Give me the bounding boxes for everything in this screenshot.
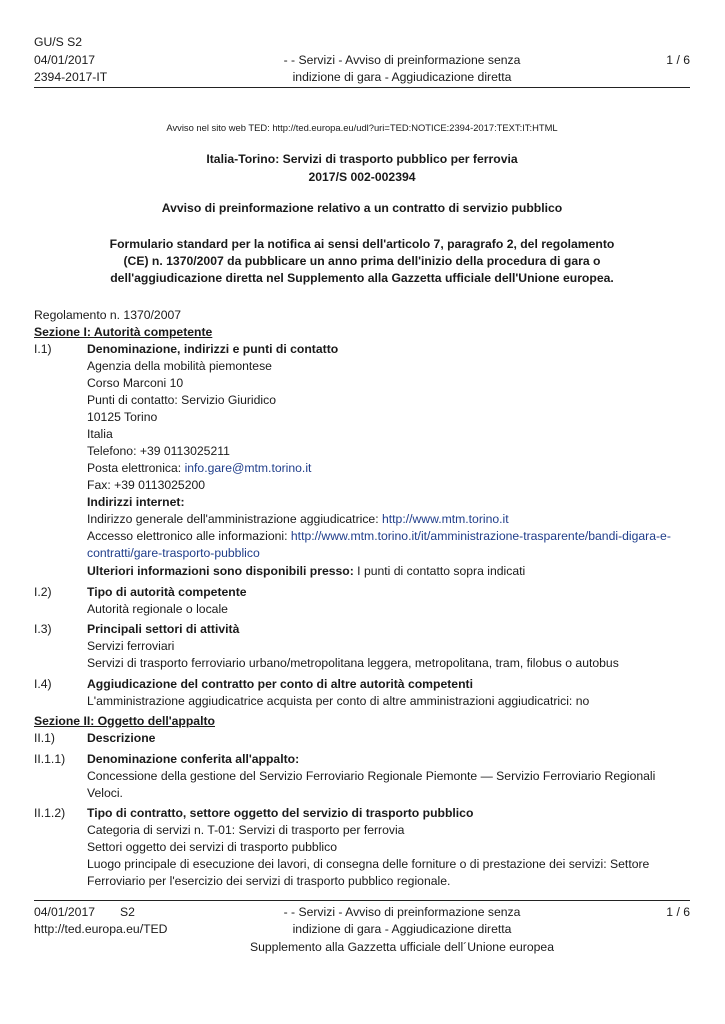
notice-reference: 2017/S 002-002394 xyxy=(308,170,416,184)
item-title-i4: Aggiudicazione del contratto per conto di altre autorità competenti xyxy=(87,677,473,691)
service-sectors: Settori oggetto dei servizi di trasporto pubblico xyxy=(87,840,337,854)
authority-name: Agenzia della mobilità piemontese xyxy=(87,359,272,373)
form-description-line-2: (CE) n. 1370/2007 da pubblicare un anno prima dell'inizio della procedura di gara o xyxy=(123,254,601,268)
place-of-performance-line-2: Ferroviario per l'esercizio dei servizi di trasporto pubblico regionale. xyxy=(87,874,451,888)
notice-subtitle: Avviso di preinformazione relativo a un contratto di servizio pubblico xyxy=(161,201,563,215)
footer-divider xyxy=(34,900,690,901)
header-notice-number: 2394-2017-IT xyxy=(34,70,108,84)
authority-city: 10125 Torino xyxy=(87,410,158,424)
electronic-access-link[interactable]: http://www.mtm.torino.it/it/amministrazione-trasparente/bandi-digara-e- xyxy=(290,529,671,543)
general-address-link[interactable]: http://www.mtm.torino.it xyxy=(381,512,509,526)
contract-name-line-1: Concessione della gestione del Servizio Ferroviario Regionale Piemonte — Servizio Ferroviario Regionali xyxy=(87,769,656,783)
section-2-heading: Sezione II: Oggetto dell'appalto xyxy=(34,714,215,728)
footer-supplement: Supplemento alla Gazzetta ufficiale dell´Unione europea xyxy=(250,940,554,954)
header-title-line-1: - - Servizi - Avviso di preinformazione senza xyxy=(283,53,521,67)
form-description-line-3: dell'aggiudicazione diretta nel Supplemento alla Gazzetta ufficiale dell'Unione europea. xyxy=(110,271,614,285)
authority-country: Italia xyxy=(87,427,113,441)
regulation-reference: Regolamento n. 1370/2007 xyxy=(34,308,182,322)
item-title-i2: Tipo di autorità competente xyxy=(87,585,247,599)
more-info-label: Ulteriori informazioni sono disponibili presso: xyxy=(87,564,354,578)
service-category: Categoria di servizi n. T-01: Servizi di trasporto per ferrovia xyxy=(87,823,405,837)
authority-contact-point: Punti di contatto: Servizio Giuridico xyxy=(87,393,276,407)
header-divider xyxy=(34,87,690,88)
contract-name-line-2: Veloci. xyxy=(87,786,123,800)
item-title-i3: Principali settori di attività xyxy=(87,622,240,636)
footer-site-url: http://ted.europa.eu/TED xyxy=(34,922,168,936)
authority-phone: Telefono: +39 0113025211 xyxy=(87,444,230,458)
footer-date: 04/01/2017 xyxy=(34,905,95,919)
internet-addresses-heading: Indirizzi internet: xyxy=(87,495,185,509)
place-of-performance-line-1: Luogo principale di esecuzione dei lavori, di consegna delle forniture o di prestazione dei servizi: Settore xyxy=(87,857,650,871)
header-page-number: 1 / 6 xyxy=(666,53,690,67)
footer-series: S2 xyxy=(120,905,135,919)
more-info-value: I punti di contatto sopra indicati xyxy=(353,564,526,578)
electronic-access-label: Accesso elettronico alle informazioni: xyxy=(87,529,291,543)
general-address-label: Indirizzo generale dell'amministrazione aggiudicatrice: xyxy=(87,512,382,526)
notice-title: Italia-Torino: Servizi di trasporto pubblico per ferrovia xyxy=(206,152,518,166)
form-description-line-1: Formulario standard per la notifica ai sensi dell'articolo 7, paragrafo 2, del regolamento xyxy=(109,237,615,251)
item-title-ii11: Denominazione conferita all'appalto: xyxy=(87,752,300,766)
item-number-i2: I.2) xyxy=(34,585,52,599)
electronic-access-link-continued-row xyxy=(87,545,687,562)
email-link[interactable]: info.gare@mtm.torino.it xyxy=(184,461,312,475)
authority-street: Corso Marconi 10 xyxy=(87,376,184,390)
authority-fax: Fax: +39 0113025200 xyxy=(87,478,206,492)
joint-procurement-value: L'amministrazione aggiudicatrice acquista per conto di altre amministrazioni aggiudicatrici: no xyxy=(87,694,590,708)
header-title-line-2: indizione di gara - Aggiudicazione diretta xyxy=(292,70,512,84)
item-number-i4: I.4) xyxy=(34,677,52,691)
header-journal: GU/S S2 xyxy=(34,35,83,49)
item-title-i1: Denominazione, indirizzi e punti di contatto xyxy=(87,342,339,356)
item-number-ii12: II.1.2) xyxy=(34,806,66,820)
authority-email-row xyxy=(87,460,687,477)
footer-title-line-1: - - Servizi - Avviso di preinformazione senza xyxy=(283,905,521,919)
electronic-access-link-continued[interactable]: contratti/gare-trasporto-pubblico xyxy=(87,546,260,560)
footer-page-number: 1 / 6 xyxy=(666,905,690,919)
more-info-row xyxy=(87,563,687,580)
header-date: 04/01/2017 xyxy=(34,53,95,67)
item-number-ii1: II.1) xyxy=(34,731,55,745)
electronic-access-row xyxy=(87,528,687,545)
section-1-heading: Sezione I: Autorità competente xyxy=(34,325,213,339)
item-title-ii1: Descrizione xyxy=(87,731,156,745)
activity-line-1: Servizi ferroviari xyxy=(87,639,175,653)
email-label: Posta elettronica: xyxy=(87,461,185,475)
footer-title-line-2: indizione di gara - Aggiudicazione diretta xyxy=(292,922,512,936)
general-address-row xyxy=(87,511,687,528)
ted-notice-url: Avviso nel sito web TED: http://ted.europa.eu/udl?uri=TED:NOTICE:2394-2017:TEXT:IT:HTML xyxy=(166,122,558,133)
item-number-i3: I.3) xyxy=(34,622,52,636)
authority-type-value: Autorità regionale o locale xyxy=(87,602,228,616)
item-number-i1: I.1) xyxy=(34,342,52,356)
item-title-ii12: Tipo di contratto, settore oggetto del servizio di trasporto pubblico xyxy=(87,806,474,820)
item-number-ii11: II.1.1) xyxy=(34,752,66,766)
activity-line-2: Servizi di trasporto ferroviario urbano/metropolitana leggera, metropolitana, tram, filobus o autobus xyxy=(87,656,619,670)
